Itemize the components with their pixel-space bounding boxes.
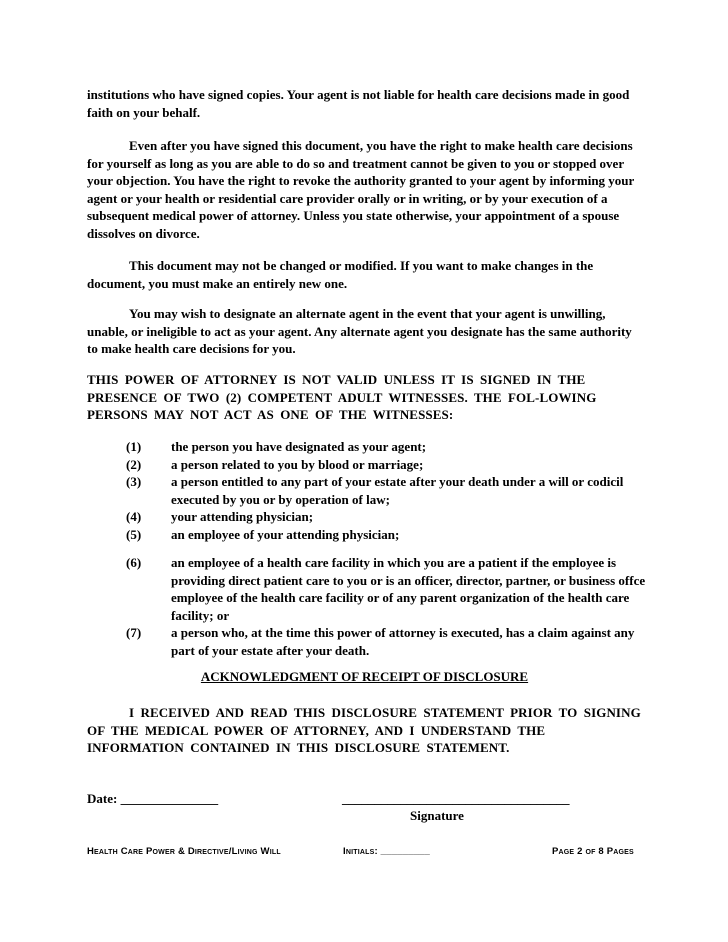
list-item-text: an employee of a health care facility in which you are a patient if the employee is providing direct patient care to you or is an officer, director, partner, or business offce employee of the health care facility or of any parent organization of the health care facility; or [171, 555, 646, 623]
list-item [126, 526, 646, 544]
list-item-number: (5) [126, 526, 142, 542]
list-item-text: a person entitled to any part of your estate after your death under a will or codicil executed by you or by operation of law; [171, 474, 624, 507]
paragraph-text: Even after you have signed this document, you have the right to make health care decisions for yourself as long as you are able to do so and treatment cannot be given to you or stopped over your objection. You have the right to revoke the authority granted to your agent by informing your agent or your health or residential care provider orally or in writing, or by your execution of a subsequent medical power of attorney. Unless you state otherwise, your appointment of a spouse dissolves on divorce. [87, 138, 635, 241]
list-item-number: (3) [126, 474, 142, 490]
date-field: Date: _______________ [87, 791, 219, 806]
list-item [126, 473, 646, 508]
list-item [126, 438, 646, 456]
list-item-number: (6) [126, 555, 142, 570]
signature-label: Signature [410, 808, 464, 823]
acknowledgment-heading-text: ACKNOWLEDGMENT OF RECEIPT OF DISCLOSURE [200, 669, 529, 684]
footer-page-number: Page 2 of 8 Pages [552, 846, 634, 857]
list-item-number: (4) [126, 509, 142, 525]
signature-line: ___________________________________ [342, 791, 570, 806]
witness-warning [87, 371, 643, 424]
acknowledgment-heading [0, 669, 728, 685]
list-item-number: (2) [126, 456, 142, 472]
paragraph-text: institutions who have signed copies. Your agent is not liable for health care decisions made in good faith on your behalf. [87, 87, 630, 120]
list-item [126, 554, 646, 624]
acknowledgment-statement [87, 704, 643, 757]
list-item-text: a person related to you by blood or marriage; [171, 456, 424, 472]
list-item [126, 456, 646, 474]
paragraph-text: You may wish to designate an alternate agent in the event that your agent is unwilling, unable, or ineligible to act as your agent. Any alternate agent you designate has the same authority to make health care decisions for you. [87, 306, 632, 357]
paragraph-agent-liability [87, 86, 643, 121]
paragraph-no-modification [87, 257, 643, 292]
witness-list-part-2 [126, 554, 646, 660]
list-item-text: your attending physician; [171, 509, 314, 525]
list-item-number: (7) [126, 625, 142, 641]
warning-text: THIS POWER OF ATTORNEY IS NOT VALID UNLESS IT IS SIGNED IN THE PRESENCE OF TWO (2) COMPETENT ADULT WITNESSES. THE FOL-LOWING PERSONS MAY NOT ACT AS ONE OF THE WITNESSES: [87, 372, 597, 423]
list-item [126, 624, 646, 659]
footer-doc-title: Health Care Power & Directive/Living Will [87, 846, 281, 857]
paragraph-text: This document may not be changed or modified. If you want to make changes in the document, you must make an entirely new one. [87, 258, 594, 291]
paragraph-alternate-agent [87, 305, 643, 358]
list-item-text: an employee of your attending physician; [171, 526, 400, 542]
list-item-text: the person you have designated as your agent; [171, 439, 427, 454]
list-item [126, 508, 646, 526]
list-item-text: a person who, at the time this power of attorney is executed, has a claim against any part of your estate after your death. [171, 625, 635, 658]
witness-list-part-1 [126, 438, 646, 544]
footer-initials: Initials: _________ [343, 846, 431, 857]
acknowledgment-text: I RECEIVED AND READ THIS DISCLOSURE STATEMENT PRIOR TO SIGNING OF THE MEDICAL POWER OF ATTORNEY, AND I UNDERSTAND THE INFORMATION CONTAINED IN THIS DISCLOSURE STATEMENT. [87, 705, 641, 756]
list-item-number: (1) [126, 439, 142, 454]
paragraph-revocation [87, 137, 643, 243]
